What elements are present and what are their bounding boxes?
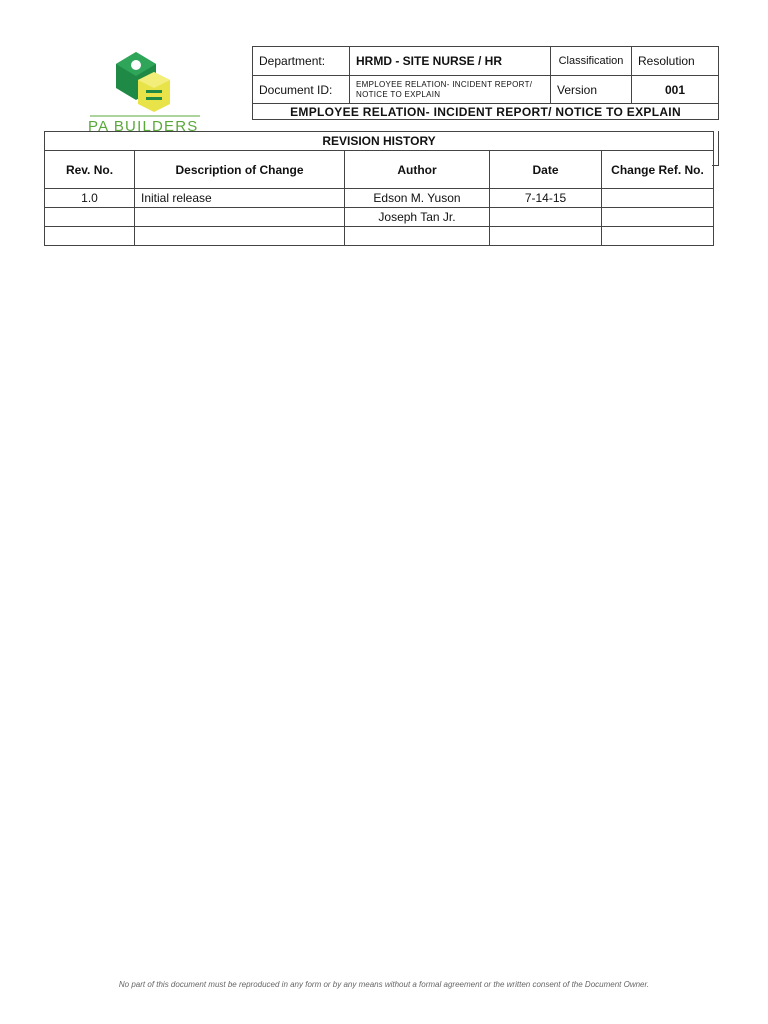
table-row [45, 227, 714, 246]
table-cell: Edson M. Yuson [345, 189, 490, 208]
department-label: Department: [253, 47, 350, 76]
table-cell [45, 227, 135, 246]
table-cell: 1.0 [45, 189, 135, 208]
classification-value: Resolution [632, 47, 719, 76]
column-header: Author [345, 151, 490, 189]
table-row [45, 189, 714, 208]
brand-name: PA BUILDERS [88, 118, 199, 135]
table-row [45, 208, 714, 227]
classification-label: Classification [551, 47, 632, 76]
table-cell [345, 227, 490, 246]
table-cell [135, 227, 345, 246]
document-id-value: EMPLOYEE RELATION- INCIDENT REPORT/ NOTICE TO EXPLAIN [350, 76, 551, 104]
table-cell [45, 208, 135, 227]
version-value: 001 [632, 76, 719, 104]
column-header: Change Ref. No. [602, 151, 714, 189]
column-header: Rev. No. [45, 151, 135, 189]
version-label: Version [551, 76, 632, 104]
table-cell: Initial release [135, 189, 345, 208]
document-header-table [252, 46, 719, 120]
revision-history-title: REVISION HISTORY [45, 132, 714, 151]
document-title: EMPLOYEE RELATION- INCIDENT REPORT/ NOTICE TO EXPLAIN [253, 104, 719, 120]
column-header: Description of Change [135, 151, 345, 189]
department-value: HRMD - SITE NURSE / HR [350, 47, 551, 76]
document-id-label: Document ID: [253, 76, 350, 104]
table-cell: 7-14-15 [490, 189, 602, 208]
table-cell [135, 208, 345, 227]
table-cell: Joseph Tan Jr. [345, 208, 490, 227]
footer-notice: No part of this document must be reproduced in any form or by any means without a formal agreement or the written consent of the Document Owner. [118, 980, 650, 989]
revision-history-table [44, 131, 714, 246]
table-cell [602, 189, 714, 208]
column-header: Date [490, 151, 602, 189]
table-cell [490, 227, 602, 246]
table-cell [602, 227, 714, 246]
table-cell [602, 208, 714, 227]
table-cell [490, 208, 602, 227]
